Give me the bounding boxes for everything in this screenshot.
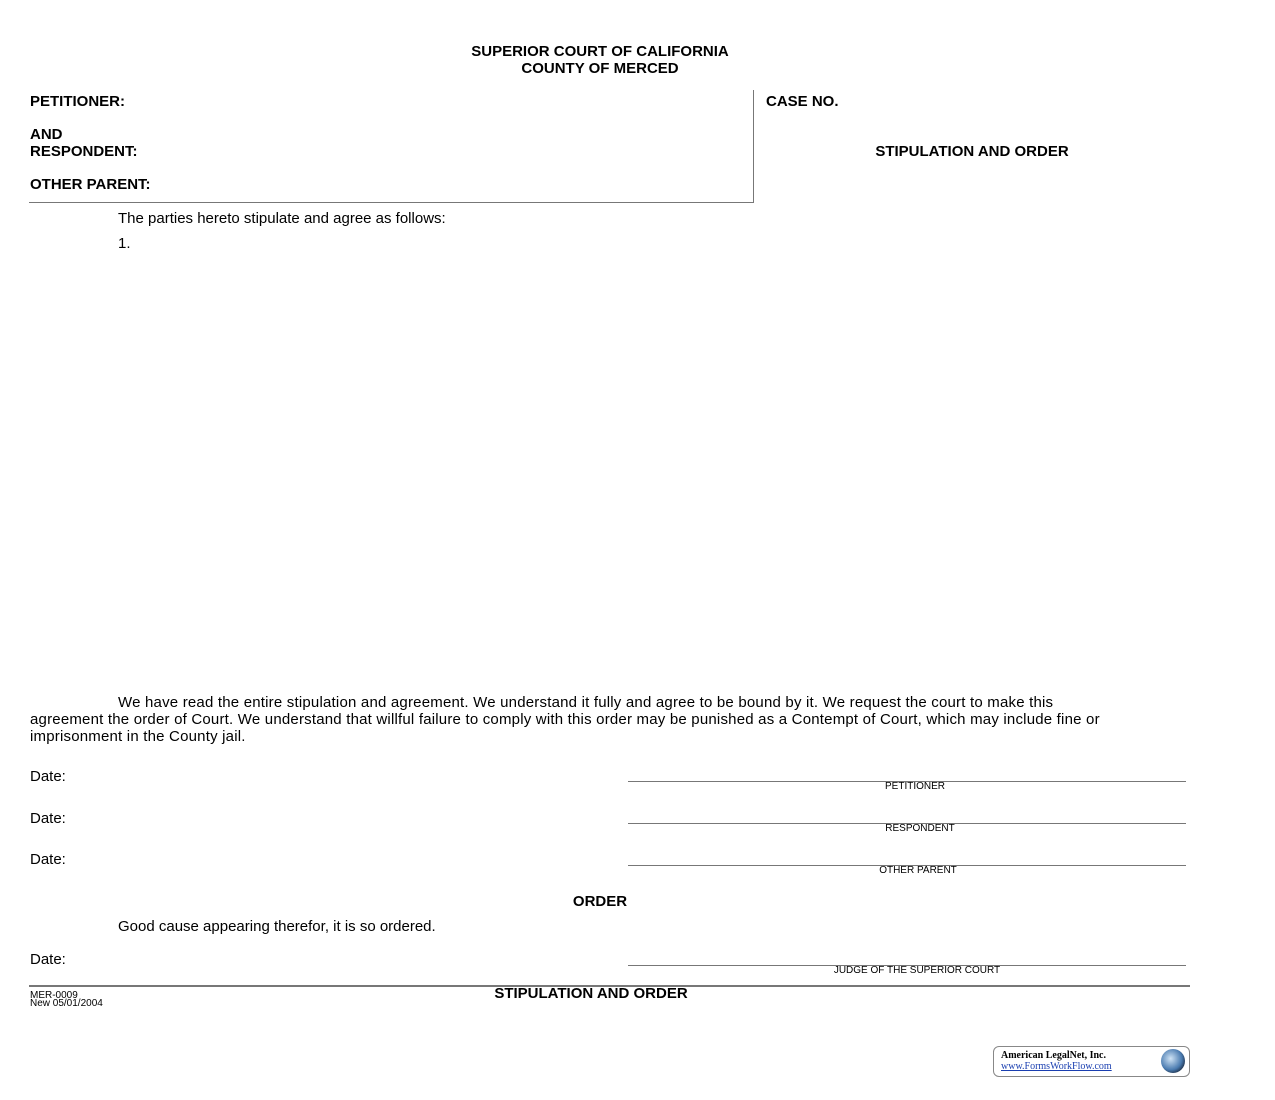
date-label: Date: — [30, 810, 66, 827]
signature-role: OTHER PARENT — [879, 865, 957, 876]
judge-role: JUDGE OF THE SUPERIOR COURT — [833, 965, 1001, 976]
logo-company-name: American LegalNet, Inc. — [1001, 1050, 1106, 1061]
document-title: STIPULATION AND ORDER — [875, 143, 1069, 160]
court-name: SUPERIOR COURT OF CALIFORNIA — [471, 43, 729, 60]
petitioner-label: PETITIONER: — [30, 93, 126, 110]
and-label: AND — [30, 126, 63, 143]
caption-rule — [29, 202, 754, 203]
item-number-1: 1. — [118, 235, 131, 252]
logo-url-link[interactable]: www.FormsWorkFlow.com — [1001, 1061, 1112, 1072]
order-date-label: Date: — [30, 951, 66, 968]
acknowledgement-paragraph: We have read the entire stipulation and agreement. We understand it fully and agree to be bound by it. We request the court to make this agreement the order of Court. We understand that willful failure to comply with this order may be punished as a Contempt of Court, which may include fine or imprisonment in the County jail. — [30, 694, 1100, 745]
order-heading: ORDER — [572, 893, 628, 910]
stipulation-intro: The parties hereto stipulate and agree as follows: — [118, 210, 446, 227]
signature-role: PETITIONER — [884, 781, 946, 792]
form-revision: New 05/01/2004 — [30, 998, 103, 1009]
county-name: COUNTY OF MERCED — [521, 60, 679, 77]
case-number-label: CASE NO. — [766, 93, 839, 110]
date-label: Date: — [30, 768, 66, 785]
caption-divider — [753, 90, 754, 203]
other-parent-label: OTHER PARENT: — [30, 176, 151, 193]
american-legalnet-logo[interactable] — [993, 1046, 1190, 1077]
form-number: MER-0009 — [30, 990, 78, 1001]
respondent-label: RESPONDENT: — [30, 143, 138, 160]
globe-icon — [1161, 1049, 1185, 1073]
order-text: Good cause appearing therefor, it is so ordered. — [118, 918, 436, 935]
signature-role: RESPONDENT — [885, 823, 955, 834]
date-label: Date: — [30, 851, 66, 868]
footer-title: STIPULATION AND ORDER — [494, 985, 688, 1002]
